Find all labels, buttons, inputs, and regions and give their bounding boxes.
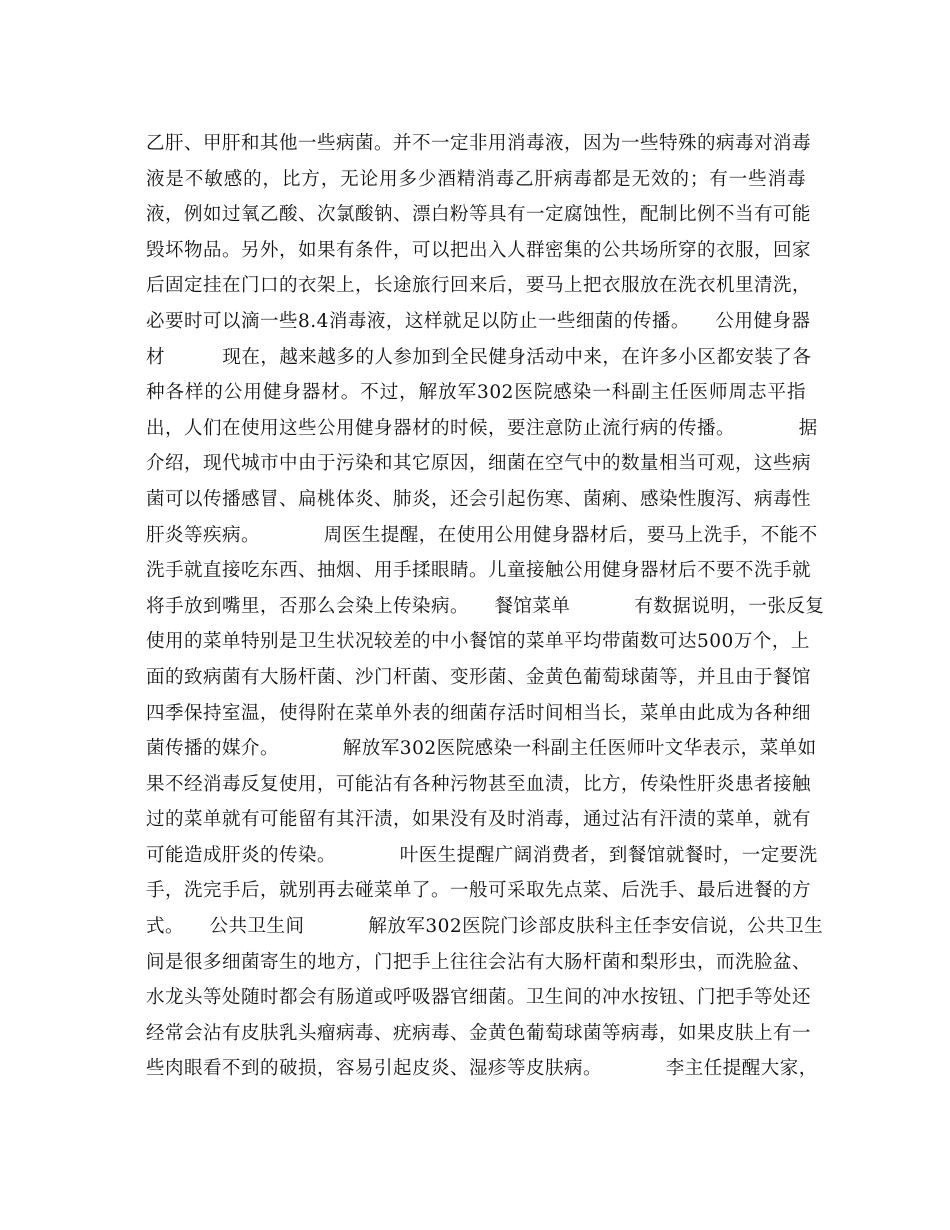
text-line: 毁坏物品。另外，如果有条件，可以把出入人群密集的公共场所穿的衣服，回家 — [146, 239, 812, 261]
text-line: 液，例如过氧乙酸、次氯酸钠、漂白粉等具有一定腐蚀性，配制比例不当有可能 — [146, 204, 812, 226]
text-line: 液是不敏感的，比方，无论用多少酒精消毒乙肝病毒都是无效的；有一些消毒 — [146, 168, 806, 190]
text-line: 间是很多细菌寄生的地方，门把手上往往会沾有大肠杆菌和梨形虫，而洗脸盆、 — [146, 951, 812, 973]
text-line: 菌传播的媒介。 解放军302医院感染一科副主任医师叶文华表示，菜单如 — [146, 738, 817, 760]
text-line: 四季保持室温，使得附在菜单外表的细菌存活时间相当长，菜单由此成为各种细 — [146, 702, 812, 724]
text-line: 后固定挂在门口的衣架上，长途旅行回来后，要马上把衣服放在洗衣机里清洗， — [146, 275, 812, 297]
text-line: 经常会沾有皮肤乳头瘤病毒、疣病毒、金黄色葡萄球菌等病毒，如果皮肤上有一 — [146, 1022, 812, 1044]
text-line: 可能造成肝炎的传染。 叶医生提醒广阔消费者，到餐馆就餐时，一定要洗 — [146, 844, 818, 866]
text-line: 式。 公共卫生间 解放军302医院门诊部皮肤科主任李安信说，公共卫生 — [146, 916, 824, 938]
text-line: 些肉眼看不到的破损，容易引起皮炎、湿疹等皮肤病。 李主任提醒大家， — [146, 1058, 818, 1080]
text-line: 材 现在，越来越多的人参加到全民健身活动中来，在许多小区都安装了各 — [146, 346, 812, 368]
text-line: 将手放到嘴里，否那么会染上传染病。 餐馆菜单 有数据说明，一张反复 — [146, 595, 825, 617]
text-line: 肝炎等疾病。 周医生提醒，在使用公用健身器材后，要马上洗手，不能不 — [146, 524, 818, 546]
text-line: 果不经消毒反复使用，可能沾有各种污物甚至血渍，比方，传染性肝炎患者接触 — [146, 773, 812, 795]
text-line: 面的致病菌有大肠杆菌、沙门杆菌、变形菌、金黄色葡萄球菌等，并且由于餐馆 — [146, 666, 812, 688]
text-line: 菌可以传播感冒、扁桃体炎、肺炎，还会引起伤寒、菌痢、感染性腹泻、病毒性 — [146, 488, 812, 510]
text-line: 洗手就直接吃东西、抽烟、用手揉眼睛。儿童接触公用健身器材后不要不洗手就 — [146, 560, 812, 582]
text-line: 必要时可以滴一些8.4消毒液，这样就足以防止一些细菌的传播。 公用健身器 — [146, 310, 811, 332]
text-line: 水龙头等处随时都会有肠道或呼吸器官细菌。卫生间的冲水按钮、门把手等处还 — [146, 987, 812, 1009]
text-line: 乙肝、甲肝和其他一些病菌。并不一定非用消毒液，因为一些特殊的病毒对消毒 — [146, 133, 812, 154]
text-line: 种各样的公用健身器材。不过，解放军302医院感染一科副主任医师周志平指 — [146, 382, 806, 404]
text-line: 使用的菜单特别是卫生状况较差的中小餐馆的菜单平均带菌数可达500万个，上 — [146, 631, 810, 653]
text-line: 介绍，现代城市中由于污染和其它原因，细菌在空气中的数量相当可观，这些病 — [146, 453, 812, 475]
text-line: 出，人们在使用这些公用健身器材的时候，要注意防止流行病的传播。 据 — [146, 417, 818, 439]
text-line: 过的菜单就有可能留有其汗渍，如果没有及时消毒，通过沾有汗渍的菜单，就有 — [146, 809, 812, 831]
body-text — [146, 126, 825, 1087]
text-line: 手，洗完手后，就别再去碰菜单了。一般可采取先点菜、后洗手、最后进餐的方 — [146, 880, 812, 902]
